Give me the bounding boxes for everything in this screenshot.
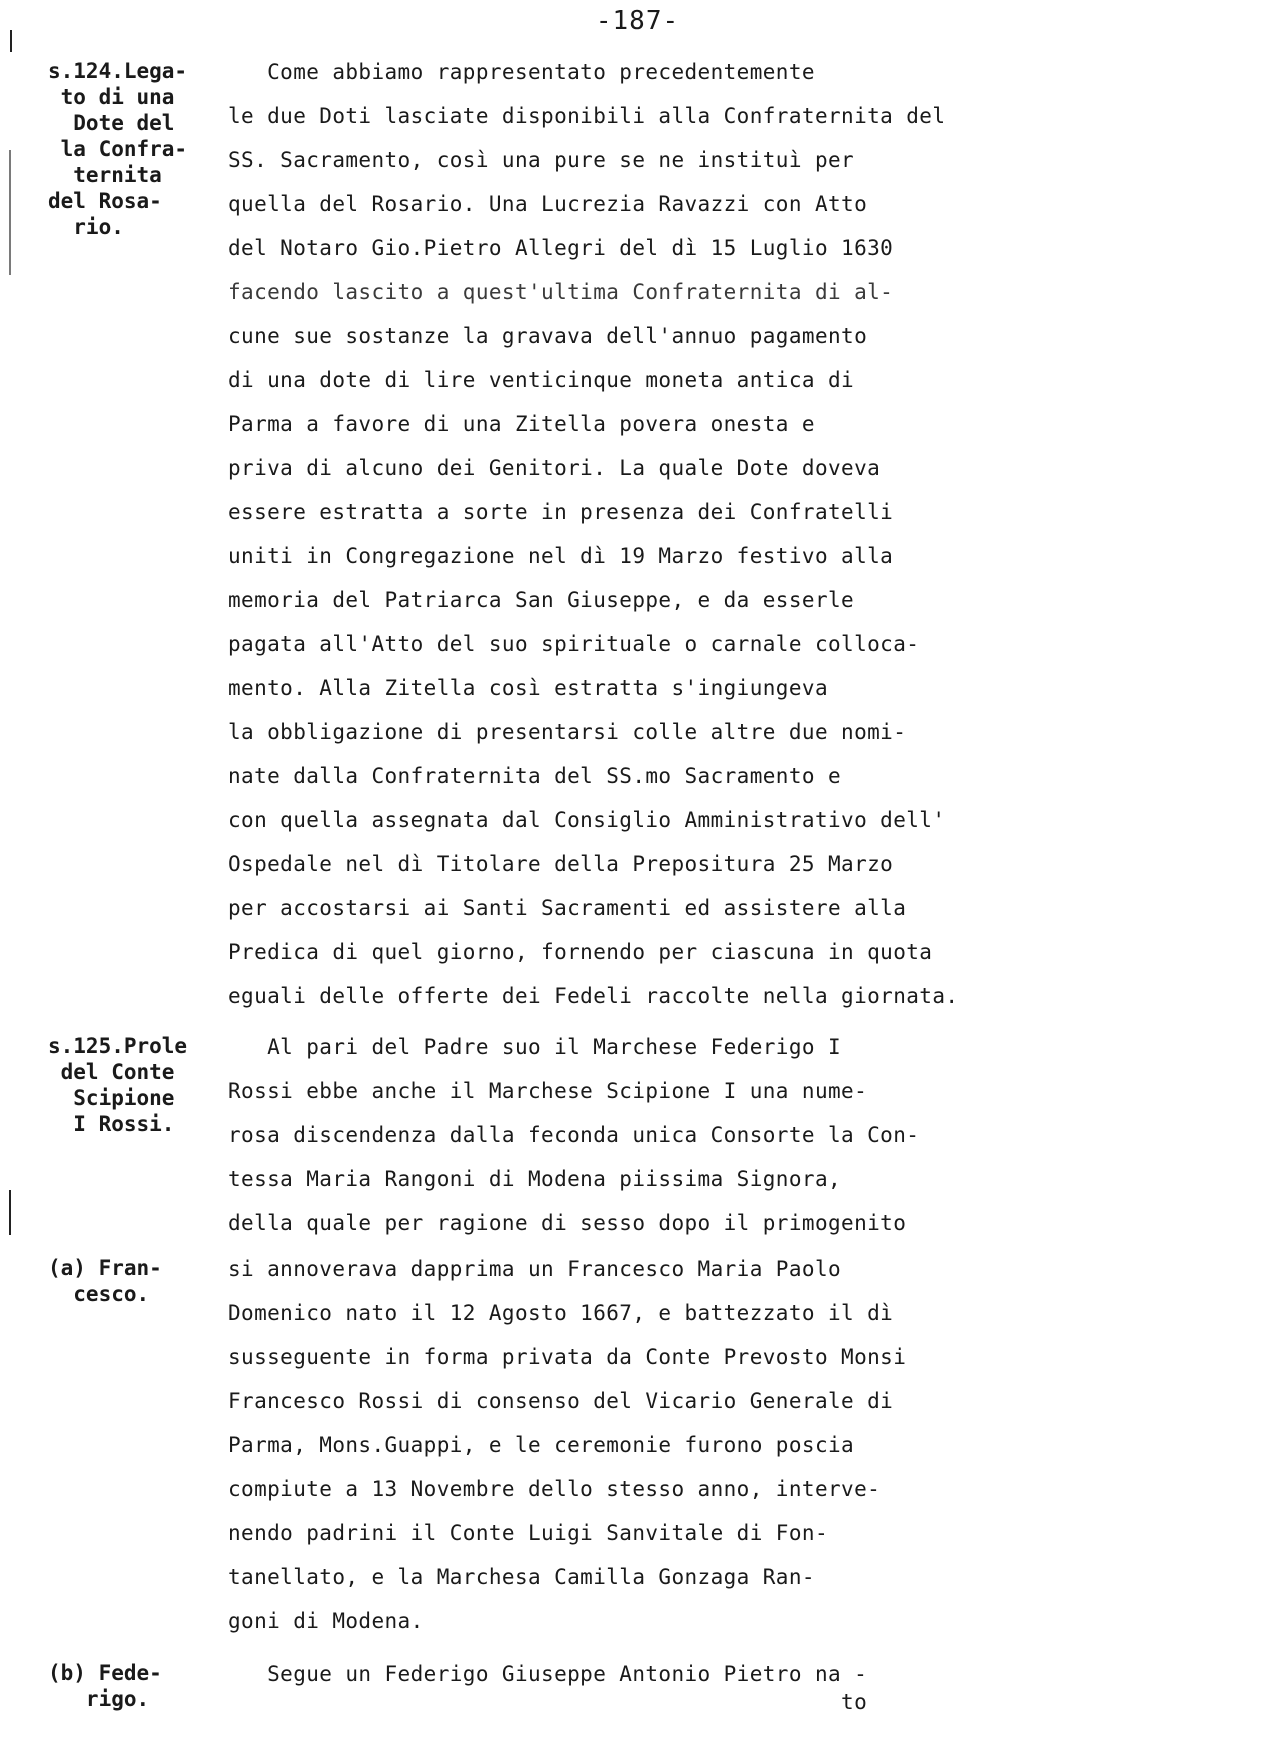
left-edge-mark: [9, 150, 11, 275]
text-line: tessa Maria Rangoni di Modena piissima Signora,: [228, 1167, 842, 1191]
text-line: eguali delle offerte dei Fedeli raccolte nella giornata.: [228, 984, 959, 1008]
text-line: Segue un Federigo Giuseppe Antonio Pietro na -: [228, 1662, 868, 1686]
text-line: per accostarsi ai Santi Sacramenti ed assistere alla: [228, 896, 907, 920]
text-line: memoria del Patriarca San Giuseppe, e da esserle: [228, 588, 855, 612]
text-line: goni di Modena.: [228, 1609, 424, 1633]
text-line: rosa discendenza dalla feconda unica Consorte la Con-: [228, 1123, 920, 1147]
text-line: Predica di quel giorno, fornendo per ciascuna in quota: [228, 940, 933, 964]
text-line: facendo lascito a quest'ultima Confraternita di al-: [228, 280, 894, 304]
text-line: Domenico nato il 12 Agosto 1667, e battezzato il dì: [228, 1301, 894, 1325]
text-line: Francesco Rossi di consenso del Vicario Generale di: [228, 1389, 894, 1413]
text-line: Parma a favore di una Zitella povera onesta e: [228, 412, 815, 436]
text-line: mento. Alla Zitella così estratta s'ingiungeva: [228, 676, 828, 700]
text-line: nate dalla Confraternita del SS.mo Sacramento e: [228, 764, 842, 788]
text-line: Rossi ebbe anche il Marchese Scipione I una nume-: [228, 1079, 868, 1103]
text-line: della quale per ragione di sesso dopo il primogenito: [228, 1211, 907, 1235]
margin-note-francesco: (a) Fran- cesco.: [48, 1256, 162, 1306]
margin-note-federigo: (b) Fede- rigo.: [48, 1661, 162, 1711]
text-line: del Notaro Gio.Pietro Allegri del dì 15 Luglio 1630: [228, 236, 894, 260]
text-line: Come abbiamo rappresentato precedentemente: [228, 60, 815, 84]
text-line: uniti in Congregazione nel dì 19 Marzo festivo alla: [228, 544, 894, 568]
page-number: -187-: [595, 6, 680, 36]
text-line: Ospedale nel dì Titolare della Prepositura 25 Marzo: [228, 852, 894, 876]
text-line: SS. Sacramento, così una pure se ne instituì per: [228, 148, 855, 172]
text-line: compiute a 13 Novembre dello stesso anno, interve-: [228, 1477, 881, 1501]
text-line: tanellato, e la Marchesa Camilla Gonzaga Ran-: [228, 1565, 815, 1589]
text-line: di una dote di lire venticinque moneta antica di: [228, 368, 855, 392]
text-line: to: [228, 1690, 868, 1714]
text-line: con quella assegnata dal Consiglio Amministrativo dell': [228, 808, 946, 832]
text-line: le due Doti lasciate disponibili alla Confraternita del: [228, 104, 946, 128]
margin-note-s124: s.124.Lega- to di una Dote del la Confra- ternita del Rosa- rio.: [48, 59, 188, 239]
left-edge-mark: [10, 30, 12, 52]
left-edge-mark: [9, 1190, 11, 1235]
text-line: si annoverava dapprima un Francesco Maria Paolo: [228, 1257, 842, 1281]
text-line: susseguente in forma privata da Conte Prevosto Monsi: [228, 1345, 907, 1369]
text-line: quella del Rosario. Una Lucrezia Ravazzi con Atto: [228, 192, 868, 216]
text-line: la obbligazione di presentarsi colle altre due nomi-: [228, 720, 907, 744]
margin-note-s125: s.125.Prole del Conte Scipione I Rossi.: [48, 1034, 188, 1136]
text-line: priva di alcuno dei Genitori. La quale Dote doveva: [228, 456, 881, 480]
text-line: Al pari del Padre suo il Marchese Federigo I: [228, 1035, 842, 1059]
text-line: cune sue sostanze la gravava dell'annuo pagamento: [228, 324, 868, 348]
text-line: Parma, Mons.Guappi, e le ceremonie furono poscia: [228, 1433, 855, 1457]
text-line: essere estratta a sorte in presenza dei Confratelli: [228, 500, 894, 524]
text-line: nendo padrini il Conte Luigi Sanvitale di Fon-: [228, 1521, 828, 1545]
text-line: pagata all'Atto del suo spirituale o carnale colloca-: [228, 632, 920, 656]
